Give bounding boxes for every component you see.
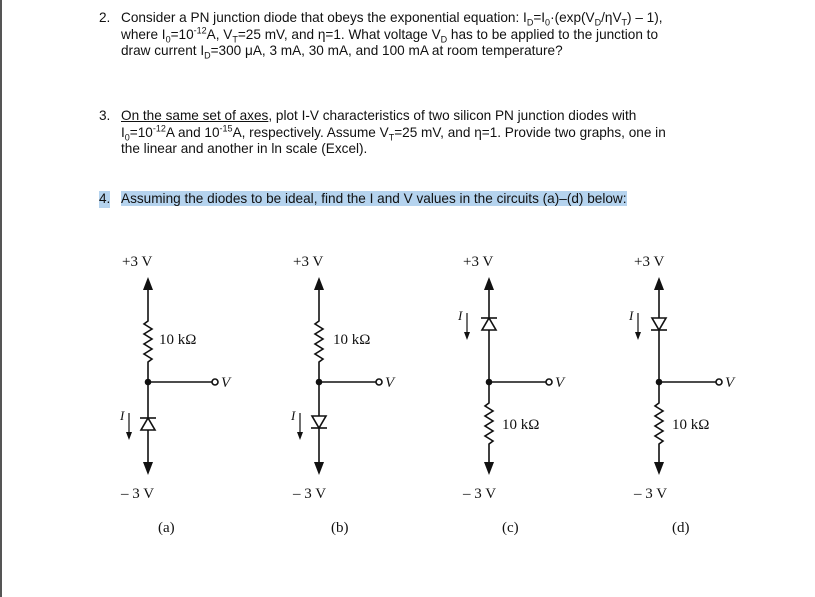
resistor-label: 10 kΩ (159, 332, 197, 348)
superscript: -12 (193, 24, 207, 35)
text: =300 μA, 3 mA, 30 mA, and 100 mA at room temperature? (210, 43, 563, 58)
subscript: 0 (124, 132, 130, 143)
diode-icon (652, 318, 666, 330)
text: =25 mV, and η=1. Provide two graphs, one in (394, 124, 666, 140)
superscript: -12 (152, 122, 166, 133)
text: has to be applied to the junction to (447, 26, 659, 42)
text: A and 10 (165, 124, 220, 140)
circuit-d (635, 277, 722, 475)
arrow-up-icon (314, 277, 324, 290)
text: draw current I (121, 43, 205, 58)
text: =I (533, 10, 546, 25)
circuit-caption: (a) (158, 520, 175, 536)
circuit-caption: (c) (502, 520, 519, 536)
diode-icon (482, 318, 496, 330)
resistor-icon (485, 400, 493, 462)
resistor-label: 10 kΩ (672, 417, 710, 433)
resistor-icon (144, 318, 152, 382)
text: , plot I-V characteristics of two silicon PN junction diodes with (268, 108, 637, 123)
question-line: the linear and another in ln scale (Excel). (121, 141, 368, 156)
circuit-a (126, 277, 218, 475)
bottom-supply-label: – 3 V (121, 486, 155, 502)
output-terminal (716, 379, 722, 385)
underlined-text: On the same set of axes (121, 108, 269, 123)
diode-icon (312, 416, 326, 428)
current-label: I (120, 408, 125, 423)
bottom-supply-label: – 3 V (293, 486, 327, 502)
subscript: T (621, 17, 628, 28)
node-label: V (725, 375, 735, 391)
output-terminal (212, 379, 218, 385)
subscript: D (440, 34, 448, 45)
diode-icon (141, 418, 155, 430)
arrow-down-icon (314, 462, 324, 475)
highlighted-text: Assuming the diodes to be ideal, find the I and V values in the circuits (a)–(d) below: (121, 191, 627, 206)
question-number: 4. (99, 191, 111, 206)
top-supply-label: +3 V (634, 254, 665, 270)
current-label: I (629, 308, 634, 323)
subscript: 0 (165, 34, 171, 45)
node-label: V (385, 375, 395, 391)
circuit-b (297, 277, 382, 475)
subscript: D (594, 17, 602, 28)
subscript: 0 (545, 17, 551, 28)
output-terminal (546, 379, 552, 385)
current-label: I (458, 308, 463, 323)
text: ) – 1), (627, 10, 663, 25)
circuit-caption: (b) (331, 520, 349, 536)
node-label: V (555, 375, 565, 391)
resistor-label: 10 kΩ (502, 417, 540, 433)
question-number: 3. (99, 108, 111, 123)
circuit-c (464, 277, 552, 475)
top-supply-label: +3 V (293, 254, 324, 270)
resistor-icon (655, 400, 663, 462)
circuit-caption: (d) (672, 520, 690, 536)
arrow-up-icon (484, 277, 494, 290)
bottom-supply-label: – 3 V (463, 486, 497, 502)
arrow-down-icon (654, 462, 664, 475)
text: =10 (129, 124, 153, 140)
text: ·(exp(V (550, 10, 595, 25)
text: where I (121, 26, 166, 42)
arrow-down-icon (143, 462, 153, 475)
subscript: T (232, 34, 238, 45)
subscript: D (204, 50, 211, 61)
subscript: D (526, 17, 534, 28)
subscript: T (388, 132, 395, 143)
bottom-supply-label: – 3 V (634, 486, 668, 502)
text: /ηV (601, 10, 622, 25)
resistor-label: 10 kΩ (333, 332, 371, 348)
superscript: -15 (219, 122, 233, 133)
current-label: I (291, 408, 296, 423)
current-arrow-icon (635, 332, 641, 340)
text: =25 mV, and η=1. What voltage V (237, 26, 441, 42)
current-arrow-icon (297, 432, 303, 440)
arrow-up-icon (654, 277, 664, 290)
text: I (121, 124, 125, 140)
text: A, respectively. Assume V (232, 124, 389, 140)
current-arrow-icon (126, 432, 132, 440)
arrow-up-icon (143, 277, 153, 290)
text: A, V (206, 26, 233, 42)
output-terminal (376, 379, 382, 385)
text: Consider a PN junction diode that obeys the exponential equation: I (121, 10, 527, 25)
top-supply-label: +3 V (122, 254, 153, 270)
current-arrow-icon (464, 332, 470, 340)
top-supply-label: +3 V (463, 254, 494, 270)
text: =10 (170, 26, 194, 42)
node-label: V (221, 375, 231, 391)
question-number: 2. (99, 10, 111, 25)
resistor-icon (315, 318, 323, 382)
arrow-down-icon (484, 462, 494, 475)
